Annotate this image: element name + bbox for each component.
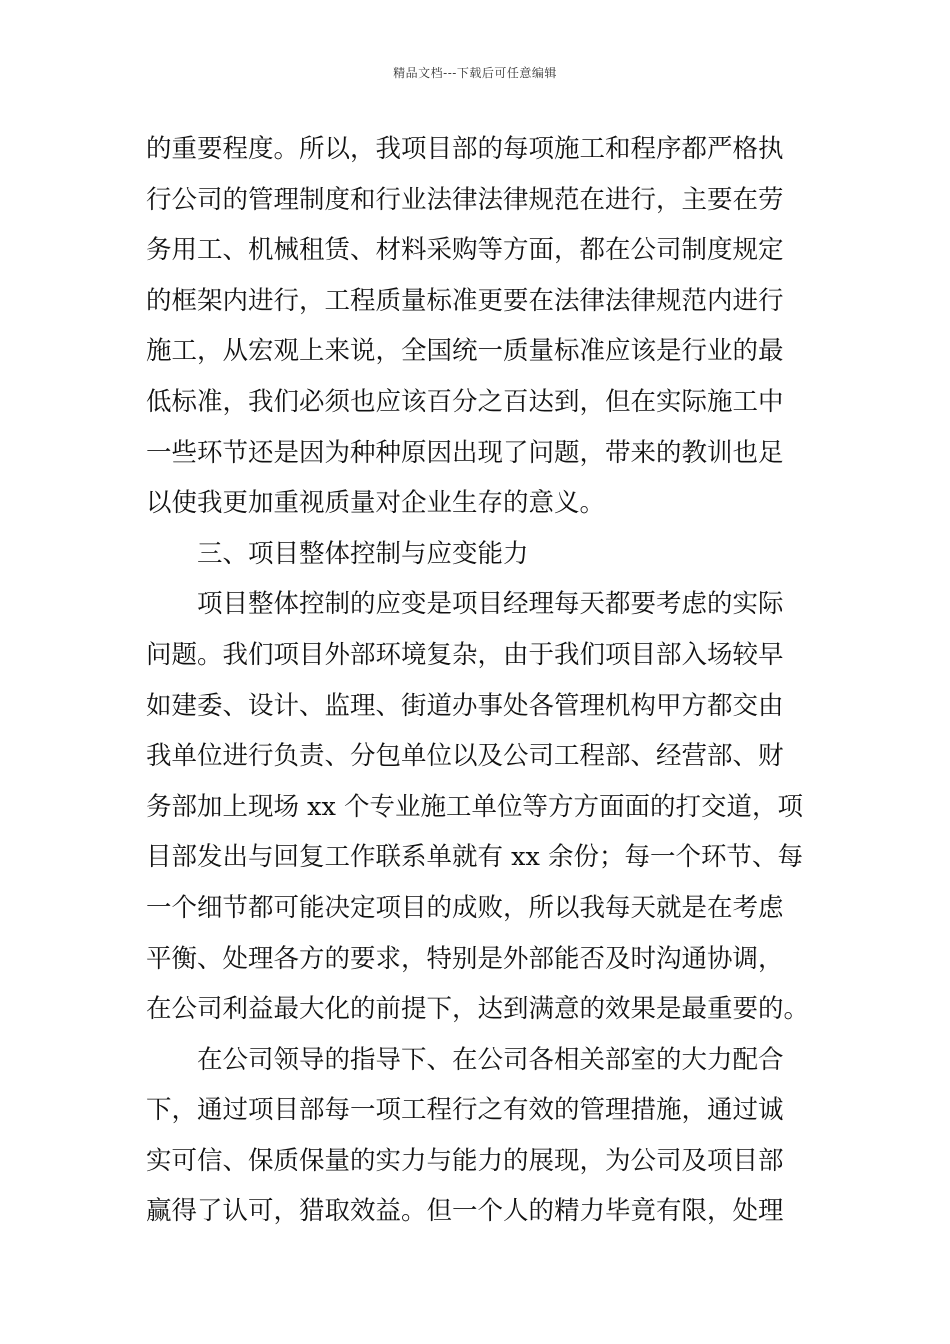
text-line: 的重要程度。所以，我项目部的每项施工和程序都严格执 — [146, 134, 784, 164]
text-line: 务部加上现场 xx 个专业施工单位等方方面面的打交道，项 — [146, 791, 803, 822]
document-body — [146, 124, 810, 1237]
heading-text: 三、项目整体控制与应变能力 — [197, 538, 529, 569]
text-line: 下，通过项目部每一项工程行之有效的管理措施，通过诚 — [146, 1095, 784, 1126]
text-line: 一些环节还是因为种种原因出现了问题，带来的教训也足 — [146, 437, 784, 468]
page-header: 精品文档---下载后可任意编辑 — [393, 66, 557, 80]
text-line: 实可信、保质保量的实力与能力的展现，为公司及项目部 — [146, 1145, 784, 1176]
text-line: 平衡、处理各方的要求，特别是外部能否及时沟通协调， — [146, 943, 784, 974]
text-line: 问题。我们项目外部环境复杂，由于我们项目部入场较早 — [146, 639, 784, 670]
section-heading — [146, 529, 806, 580]
text-line: 一个细节都可能决定项目的成败，所以我每天就是在考虑 — [146, 892, 784, 923]
text-line: 行公司的管理制度和行业法律法律规范在进行，主要在劳 — [146, 184, 784, 215]
text-line: 以使我更加重视质量对企业生存的意义。 — [146, 488, 606, 519]
text-line: 如建委、设计、监理、街道办事处各管理机构甲方都交由 — [146, 690, 784, 721]
text-line: 目部发出与回复工作联系单就有 xx 余份；每一个环节、每 — [146, 842, 803, 873]
paragraph — [146, 579, 810, 1034]
text-line: 项目整体控制的应变是项目经理每天都要考虑的实际 — [197, 589, 784, 620]
text-line: 施工，从宏观上来说，全国统一质量标准应该是行业的最 — [146, 336, 784, 367]
text-line: 务用工、机械租赁、材料采购等方面，都在公司制度规定 — [146, 235, 784, 266]
text-line: 在公司利益最大化的前提下，达到满意的效果是最重要的。 — [146, 994, 810, 1025]
text-line: 的框架内进行，工程质量标准更要在法律法律规范内进行 — [146, 285, 784, 316]
text-line: 在公司领导的指导下、在公司各相关部室的大力配合 — [197, 1044, 784, 1075]
text-line: 赢得了认可，猎取效益。但一个人的精力毕竟有限，处理 — [146, 1196, 784, 1227]
paragraph — [146, 124, 806, 529]
text-line: 低标准，我们必须也应该百分之百达到，但在实际施工中 — [146, 386, 784, 417]
paragraph — [146, 1035, 806, 1237]
text-line: 我单位进行负责、分包单位以及公司工程部、经营部、财 — [146, 741, 784, 772]
